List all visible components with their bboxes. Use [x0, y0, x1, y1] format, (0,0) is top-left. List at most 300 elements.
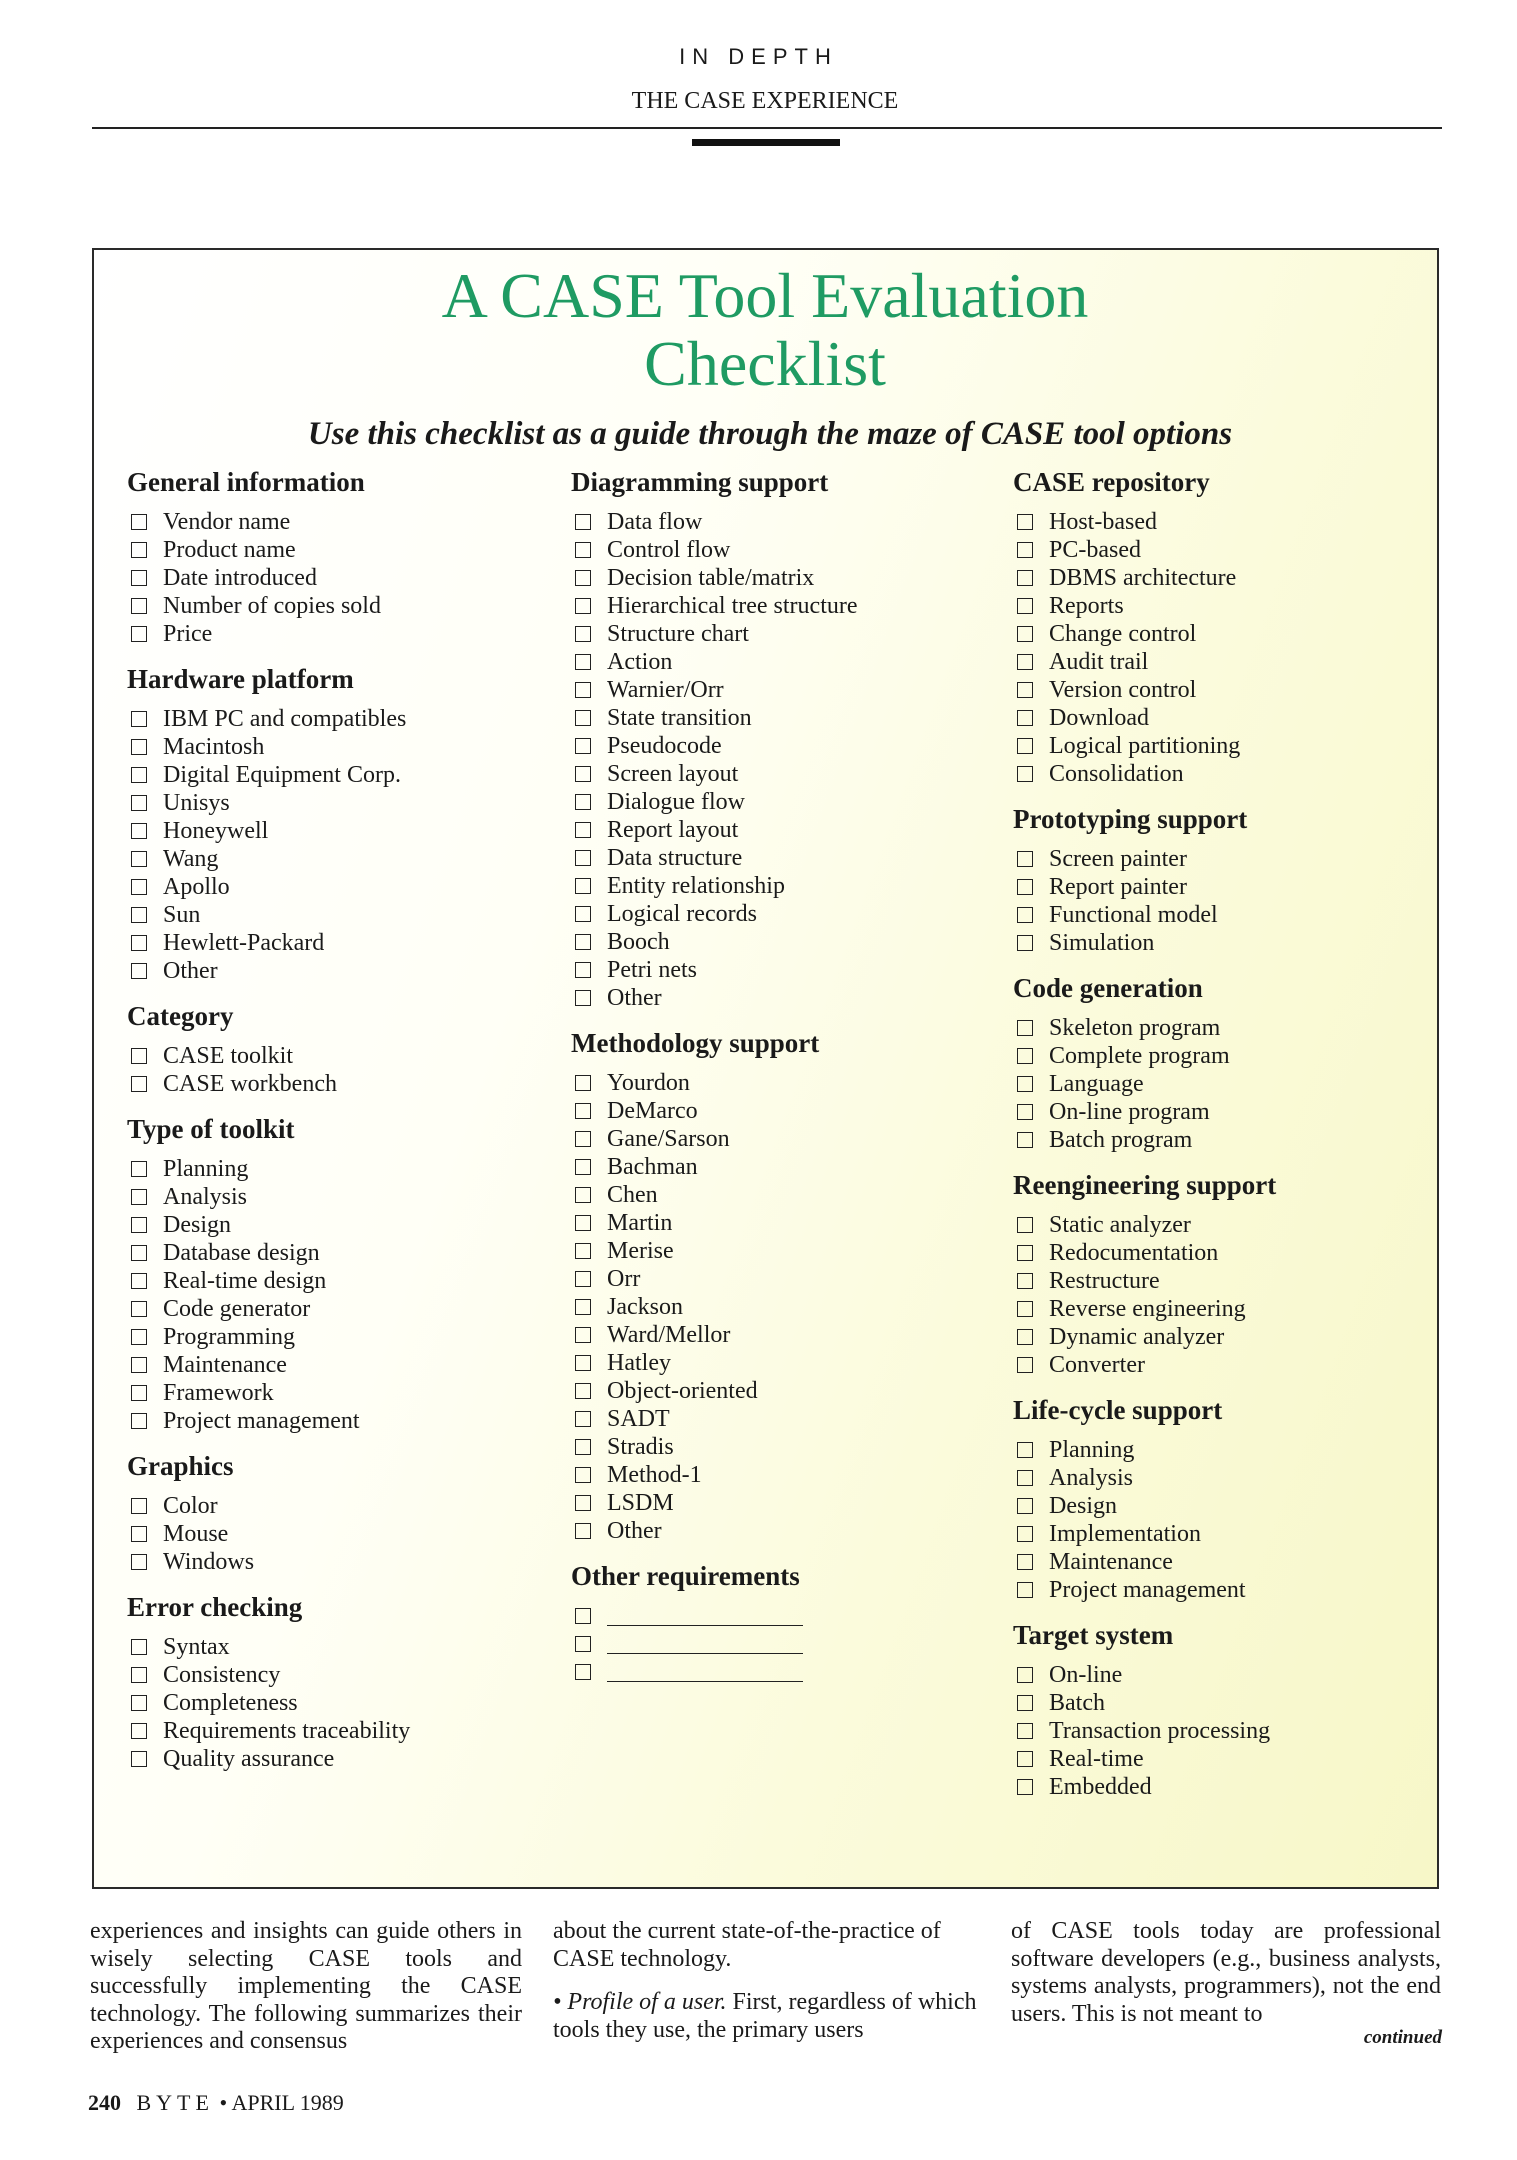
checklist-item-label: Planning	[163, 1156, 249, 1182]
checklist-item[interactable]	[571, 1349, 991, 1377]
checklist-item[interactable]	[571, 676, 991, 704]
checkbox[interactable]	[1017, 1076, 1033, 1092]
checklist-item[interactable]	[571, 620, 991, 648]
checklist-item-label: Entity relationship	[607, 873, 785, 899]
group-heading: Hardware platform	[127, 664, 354, 694]
checklist-item[interactable]	[1013, 704, 1433, 732]
checklist-item-label: Consistency	[163, 1662, 281, 1688]
checkbox[interactable]	[131, 935, 147, 951]
checklist-group	[127, 1113, 547, 1435]
checkbox[interactable]	[131, 542, 147, 558]
checkbox[interactable]	[131, 739, 147, 755]
checkbox[interactable]	[1017, 1132, 1033, 1148]
checkbox[interactable]	[131, 1357, 147, 1373]
checklist-item[interactable]	[571, 1433, 991, 1461]
checkbox[interactable]	[1017, 1020, 1033, 1036]
checkbox[interactable]	[131, 767, 147, 783]
checkbox[interactable]	[1017, 907, 1033, 923]
checkbox[interactable]	[575, 1411, 591, 1427]
checkbox[interactable]	[575, 710, 591, 726]
checklist-item[interactable]	[1013, 1689, 1433, 1717]
checklist-item-label: Database design	[163, 1240, 320, 1266]
checklist-item-label: Functional model	[1049, 902, 1218, 928]
checklist-subtitle: Use this checklist as a guide through the maze of CASE tool options	[307, 416, 1233, 452]
checkbox[interactable]	[1017, 626, 1033, 642]
group-heading: Code generation	[1013, 973, 1203, 1003]
checklist-item[interactable]	[571, 1181, 991, 1209]
checklist-item[interactable]	[127, 901, 547, 929]
checklist-item-label: Chen	[607, 1182, 658, 1208]
checklist-item[interactable]	[1013, 1070, 1433, 1098]
checklist-item[interactable]	[1013, 1717, 1433, 1745]
checkbox[interactable]	[1017, 1273, 1033, 1289]
checklist-item[interactable]	[571, 788, 991, 816]
checklist-item[interactable]	[571, 1153, 991, 1181]
checkbox[interactable]	[575, 682, 591, 698]
checkbox[interactable]	[1017, 514, 1033, 530]
checklist-group	[1013, 466, 1433, 788]
checklist-item[interactable]	[127, 1239, 547, 1267]
checklist-item[interactable]	[571, 984, 991, 1012]
checklist-group	[127, 1000, 547, 1098]
checkbox[interactable]	[575, 1355, 591, 1371]
page-footer	[88, 2090, 344, 2116]
checklist-item-label: Report painter	[1049, 874, 1187, 900]
checklist-item-label: Completeness	[163, 1690, 298, 1716]
checklist-item[interactable]	[571, 1293, 991, 1321]
checkbox[interactable]	[131, 1048, 147, 1064]
checkbox[interactable]	[575, 794, 591, 810]
checkbox[interactable]	[131, 514, 147, 530]
checkbox[interactable]	[575, 1664, 591, 1680]
checkbox[interactable]	[131, 598, 147, 614]
checklist-item[interactable]	[1013, 1126, 1433, 1154]
checklist-item-label: Converter	[1049, 1352, 1145, 1378]
checklist-item-label: Gane/Sarson	[607, 1126, 730, 1152]
group-heading: Target system	[1013, 1620, 1174, 1650]
checklist-item[interactable]	[1013, 901, 1433, 929]
checkbox[interactable]	[575, 1159, 591, 1175]
checklist-item-label: Hatley	[607, 1350, 671, 1376]
checklist-item[interactable]	[571, 900, 991, 928]
checkbox[interactable]	[575, 906, 591, 922]
checkbox[interactable]	[131, 1385, 147, 1401]
checklist-item-label: Design	[1049, 1493, 1117, 1519]
checkbox[interactable]	[575, 962, 591, 978]
checklist-item[interactable]	[1013, 536, 1433, 564]
checkbox[interactable]	[575, 822, 591, 838]
checkbox[interactable]	[575, 1299, 591, 1315]
checkbox[interactable]	[1017, 1582, 1033, 1598]
checkbox[interactable]	[575, 1187, 591, 1203]
continued-label: continued	[1363, 2027, 1442, 2048]
checklist-item[interactable]	[127, 705, 547, 733]
checklist-item[interactable]	[571, 1405, 991, 1433]
checklist-item[interactable]	[127, 536, 547, 564]
checklist-item[interactable]	[571, 956, 991, 984]
checkbox[interactable]	[1017, 542, 1033, 558]
checklist-item[interactable]	[1013, 648, 1433, 676]
checklist-item[interactable]	[127, 845, 547, 873]
checklist-item[interactable]	[127, 1492, 547, 1520]
checklist-item-label: Ward/Mellor	[607, 1322, 731, 1348]
checkbox[interactable]	[131, 1217, 147, 1233]
checkbox[interactable]	[1017, 879, 1033, 895]
checklist-item[interactable]	[571, 704, 991, 732]
checkbox[interactable]	[131, 1526, 147, 1542]
body-column-1	[90, 1918, 522, 2072]
checkbox[interactable]	[575, 1075, 591, 1091]
checkbox[interactable]	[1017, 1779, 1033, 1795]
checkbox[interactable]	[575, 1439, 591, 1455]
checkbox[interactable]	[1017, 1357, 1033, 1373]
checklist-item-label: Maintenance	[163, 1352, 287, 1378]
checklist-item[interactable]	[127, 817, 547, 845]
checklist-item-label: Martin	[607, 1210, 673, 1236]
checkbox[interactable]	[575, 1495, 591, 1511]
checklist-item-label: Code generator	[163, 1296, 311, 1322]
checkbox[interactable]	[575, 514, 591, 530]
checklist-item[interactable]	[127, 1295, 547, 1323]
checklist-item[interactable]	[127, 1689, 547, 1717]
checklist-item-label: Language	[1049, 1071, 1144, 1097]
checklist-item[interactable]	[1013, 1773, 1433, 1801]
checklist-item[interactable]	[1013, 1014, 1433, 1042]
checklist-item-label: Change control	[1049, 621, 1197, 647]
checkbox[interactable]	[1017, 1470, 1033, 1486]
checklist-item-label: Programming	[163, 1324, 295, 1350]
checklist-column-1	[127, 466, 547, 1788]
checklist-item[interactable]	[127, 873, 547, 901]
checklist-item[interactable]	[571, 1321, 991, 1349]
checklist-item-label: Planning	[1049, 1437, 1135, 1463]
checkbox[interactable]	[131, 1076, 147, 1092]
checkbox[interactable]	[131, 907, 147, 923]
checkbox[interactable]	[575, 990, 591, 1006]
checkbox[interactable]	[1017, 851, 1033, 867]
checklist-item[interactable]	[571, 536, 991, 564]
section-title: THE CASE EXPERIENCE	[631, 88, 899, 114]
body-paragraph: of CASE tools today are professional software developers (e.g., business analysts, systems analysts, programmers), not the end users. This is not meant to	[1011, 1918, 1441, 2027]
checklist-item[interactable]	[127, 1717, 547, 1745]
checklist-item[interactable]	[571, 1489, 991, 1517]
checklist-item[interactable]	[571, 816, 991, 844]
checkbox[interactable]	[1017, 598, 1033, 614]
checklist-item[interactable]	[1013, 564, 1433, 592]
checklist-item[interactable]	[571, 1125, 991, 1153]
checklist-column-2	[571, 466, 991, 1701]
checklist-item-label: Syntax	[163, 1634, 230, 1660]
checklist-item-label: Wang	[163, 846, 219, 872]
checklist-item[interactable]	[127, 1183, 547, 1211]
checklist-item[interactable]	[1013, 620, 1433, 648]
checklist-item-label: Decision table/matrix	[607, 565, 815, 591]
checkbox[interactable]	[575, 1215, 591, 1231]
checklist-item-label: Product name	[163, 537, 296, 563]
checkbox[interactable]	[131, 570, 147, 586]
checkbox[interactable]	[131, 1639, 147, 1655]
checkbox[interactable]	[1017, 1667, 1033, 1683]
checklist-item-label: Dynamic analyzer	[1049, 1324, 1225, 1350]
blank-line[interactable]	[607, 1663, 803, 1682]
checklist-item[interactable]	[127, 1548, 547, 1576]
checklist-item[interactable]	[1013, 845, 1433, 873]
checklist-item-label: Other	[607, 1518, 662, 1544]
checklist-item[interactable]	[571, 1097, 991, 1125]
checklist-item[interactable]	[571, 732, 991, 760]
checklist-item[interactable]	[1013, 1520, 1433, 1548]
checkbox[interactable]	[131, 1498, 147, 1514]
checklist-item[interactable]	[571, 1602, 991, 1630]
section-label: IN DEPTH	[679, 44, 838, 69]
checklist-item[interactable]	[1013, 1098, 1433, 1126]
checkbox[interactable]	[131, 1413, 147, 1429]
checklist-item[interactable]	[1013, 1239, 1433, 1267]
checkbox[interactable]	[131, 1751, 147, 1767]
checkbox[interactable]	[1017, 1498, 1033, 1514]
checklist-item[interactable]	[571, 564, 991, 592]
checkbox[interactable]	[1017, 570, 1033, 586]
checklist-item[interactable]	[571, 1517, 991, 1545]
checklist-item[interactable]	[1013, 1042, 1433, 1070]
checklist-item[interactable]	[127, 1042, 547, 1070]
checkbox[interactable]	[131, 851, 147, 867]
checklist-item[interactable]	[1013, 1661, 1433, 1689]
checklist-item[interactable]	[127, 1745, 547, 1773]
checkbox[interactable]	[575, 1103, 591, 1119]
checklist-item[interactable]	[1013, 1548, 1433, 1576]
checklist-group	[127, 1450, 547, 1576]
checklist-item-label: Quality assurance	[163, 1746, 335, 1772]
checklist-item-label: Object-oriented	[607, 1378, 758, 1404]
checkbox[interactable]	[575, 542, 591, 558]
checklist-item-label: Logical partitioning	[1049, 733, 1241, 759]
checkbox[interactable]	[1017, 1217, 1033, 1233]
checklist-item-label: CASE workbench	[163, 1071, 337, 1097]
checklist-item-label: Mouse	[163, 1521, 229, 1547]
group-heading: Methodology support	[571, 1028, 820, 1058]
checklist-item-label: Booch	[607, 929, 670, 955]
checkbox[interactable]	[131, 823, 147, 839]
checklist-item-label: Pseudocode	[607, 733, 722, 759]
checkbox[interactable]	[575, 878, 591, 894]
body-column-2	[553, 1918, 985, 2060]
checkbox[interactable]	[575, 738, 591, 754]
checklist-item-label: Other	[163, 958, 218, 984]
checklist-item[interactable]	[571, 1630, 991, 1658]
checklist-item-label: Macintosh	[163, 734, 265, 760]
checklist-item[interactable]	[571, 872, 991, 900]
checkbox[interactable]	[1017, 710, 1033, 726]
checklist-item[interactable]	[127, 1323, 547, 1351]
checklist-item[interactable]	[127, 592, 547, 620]
checkbox[interactable]	[131, 963, 147, 979]
checklist-item[interactable]	[1013, 676, 1433, 704]
checkbox[interactable]	[131, 1301, 147, 1317]
checkbox[interactable]	[1017, 1723, 1033, 1739]
checkbox[interactable]	[131, 1667, 147, 1683]
checkbox[interactable]	[575, 598, 591, 614]
checkbox[interactable]	[1017, 935, 1033, 951]
checklist-group	[1013, 972, 1433, 1154]
checklist-item[interactable]	[1013, 1323, 1433, 1351]
group-heading: CASE repository	[1013, 467, 1210, 497]
checkbox[interactable]	[575, 626, 591, 642]
checklist-item[interactable]	[571, 1209, 991, 1237]
checklist-item[interactable]	[571, 1461, 991, 1489]
checklist-item[interactable]	[127, 733, 547, 761]
checklist-item-label: Vendor name	[163, 509, 291, 535]
checklist-item-label: Action	[607, 649, 673, 675]
checkbox[interactable]	[1017, 682, 1033, 698]
checklist-item[interactable]	[1013, 732, 1433, 760]
checkbox[interactable]	[1017, 738, 1033, 754]
checkbox[interactable]	[131, 1329, 147, 1345]
checklist-item[interactable]	[1013, 508, 1433, 536]
checklist-item[interactable]	[127, 1379, 547, 1407]
checklist-item-label: On-line program	[1049, 1099, 1210, 1125]
checklist-item[interactable]	[1013, 1745, 1433, 1773]
checklist-item[interactable]	[1013, 1267, 1433, 1295]
checklist-item-label: Consolidation	[1049, 761, 1184, 787]
checkbox[interactable]	[1017, 1245, 1033, 1261]
checklist-item[interactable]	[1013, 1464, 1433, 1492]
checkbox[interactable]	[1017, 1554, 1033, 1570]
checkbox[interactable]	[131, 1273, 147, 1289]
checkbox[interactable]	[575, 1523, 591, 1539]
checklist-item[interactable]	[127, 564, 547, 592]
checklist-item[interactable]	[127, 1633, 547, 1661]
checklist-item[interactable]	[127, 1267, 547, 1295]
checklist-item[interactable]	[571, 648, 991, 676]
checklist-item[interactable]	[127, 789, 547, 817]
checkbox[interactable]	[575, 1327, 591, 1343]
checklist-item[interactable]	[571, 508, 991, 536]
checklist-item[interactable]	[1013, 1436, 1433, 1464]
checklist-item[interactable]	[127, 1351, 547, 1379]
checklist-item-label: On-line	[1049, 1662, 1123, 1688]
checklist-item-label: Maintenance	[1049, 1549, 1173, 1575]
checklist-item-label: Other	[607, 985, 662, 1011]
checkbox[interactable]	[131, 879, 147, 895]
checkbox[interactable]	[1017, 1526, 1033, 1542]
checklist-item[interactable]	[1013, 592, 1433, 620]
checklist-item[interactable]	[1013, 1211, 1433, 1239]
checkbox[interactable]	[1017, 1104, 1033, 1120]
checklist-item-label: Complete program	[1049, 1043, 1230, 1069]
checkbox[interactable]	[131, 1695, 147, 1711]
run-in-heading: • Profile of a user.	[553, 1989, 727, 2015]
checklist-item[interactable]	[571, 1377, 991, 1405]
checkbox[interactable]	[131, 1189, 147, 1205]
checklist-item[interactable]	[1013, 1492, 1433, 1520]
blank-line[interactable]	[607, 1607, 803, 1626]
checklist-item-label: Project management	[1049, 1577, 1246, 1603]
checklist-item[interactable]	[127, 1211, 547, 1239]
checklist-item[interactable]	[571, 1237, 991, 1265]
checkbox[interactable]	[575, 934, 591, 950]
checkbox[interactable]	[1017, 1329, 1033, 1345]
checkbox[interactable]	[131, 795, 147, 811]
checklist-item[interactable]	[571, 928, 991, 956]
checklist-column-3	[1013, 466, 1433, 1816]
checklist-item-label: Date introduced	[163, 565, 317, 591]
group-heading: Prototyping support	[1013, 804, 1248, 834]
checklist-item-label: Price	[163, 621, 213, 647]
checklist-group	[1013, 1169, 1433, 1379]
checkbox[interactable]	[1017, 1048, 1033, 1064]
checkbox[interactable]	[131, 1161, 147, 1177]
checkbox[interactable]	[575, 1383, 591, 1399]
checklist-item[interactable]	[571, 1658, 991, 1686]
checklist-item[interactable]	[1013, 760, 1433, 788]
checkbox[interactable]	[575, 570, 591, 586]
checklist-item-label: Control flow	[607, 537, 731, 563]
checklist-item[interactable]	[1013, 1576, 1433, 1604]
checkbox[interactable]	[1017, 1301, 1033, 1317]
checkbox[interactable]	[1017, 654, 1033, 670]
checkbox[interactable]	[575, 766, 591, 782]
checklist-item-label: Reverse engineering	[1049, 1296, 1246, 1322]
checklist-item-label: Bachman	[607, 1154, 698, 1180]
checkbox[interactable]	[131, 1554, 147, 1570]
checklist-item[interactable]	[127, 1520, 547, 1548]
checklist-item[interactable]	[127, 1661, 547, 1689]
checklist-item[interactable]	[1013, 1351, 1433, 1379]
checklist-item[interactable]	[127, 1070, 547, 1098]
checkbox[interactable]	[575, 1243, 591, 1259]
checkbox[interactable]	[131, 1245, 147, 1261]
checklist-item[interactable]	[571, 760, 991, 788]
checkbox[interactable]	[1017, 1751, 1033, 1767]
checklist-item[interactable]	[1013, 1295, 1433, 1323]
checkbox[interactable]	[575, 850, 591, 866]
checklist-item[interactable]	[127, 508, 547, 536]
checklist-item[interactable]	[571, 1069, 991, 1097]
checklist-item[interactable]	[127, 957, 547, 985]
checkbox[interactable]	[575, 1636, 591, 1652]
checklist-item-label: Stradis	[607, 1434, 674, 1460]
checklist-item-label: LSDM	[607, 1490, 674, 1516]
checkbox[interactable]	[575, 1131, 591, 1147]
checklist-item-label: Yourdon	[607, 1070, 690, 1096]
checklist-item[interactable]	[571, 1265, 991, 1293]
checkbox[interactable]	[131, 711, 147, 727]
checklist-item-label: Apollo	[163, 874, 230, 900]
checkbox[interactable]	[131, 626, 147, 642]
checklist-group	[571, 466, 991, 1012]
checklist-item-label: Orr	[607, 1266, 641, 1292]
checkbox[interactable]	[131, 1723, 147, 1739]
checklist-item[interactable]	[1013, 929, 1433, 957]
checkbox[interactable]	[1017, 1442, 1033, 1458]
checkbox[interactable]	[575, 1608, 591, 1624]
blank-line[interactable]	[607, 1635, 803, 1654]
checklist-item[interactable]	[571, 844, 991, 872]
checkbox[interactable]	[1017, 766, 1033, 782]
checkbox[interactable]	[575, 1271, 591, 1287]
checkbox[interactable]	[575, 1467, 591, 1483]
checklist-item[interactable]	[127, 1155, 547, 1183]
checkbox[interactable]	[575, 654, 591, 670]
checklist-item[interactable]	[127, 620, 547, 648]
checklist-item[interactable]	[1013, 873, 1433, 901]
checklist-item[interactable]	[127, 929, 547, 957]
checklist-item[interactable]	[571, 592, 991, 620]
checklist-item[interactable]	[127, 1407, 547, 1435]
checkbox[interactable]	[1017, 1695, 1033, 1711]
checklist-item[interactable]	[127, 761, 547, 789]
